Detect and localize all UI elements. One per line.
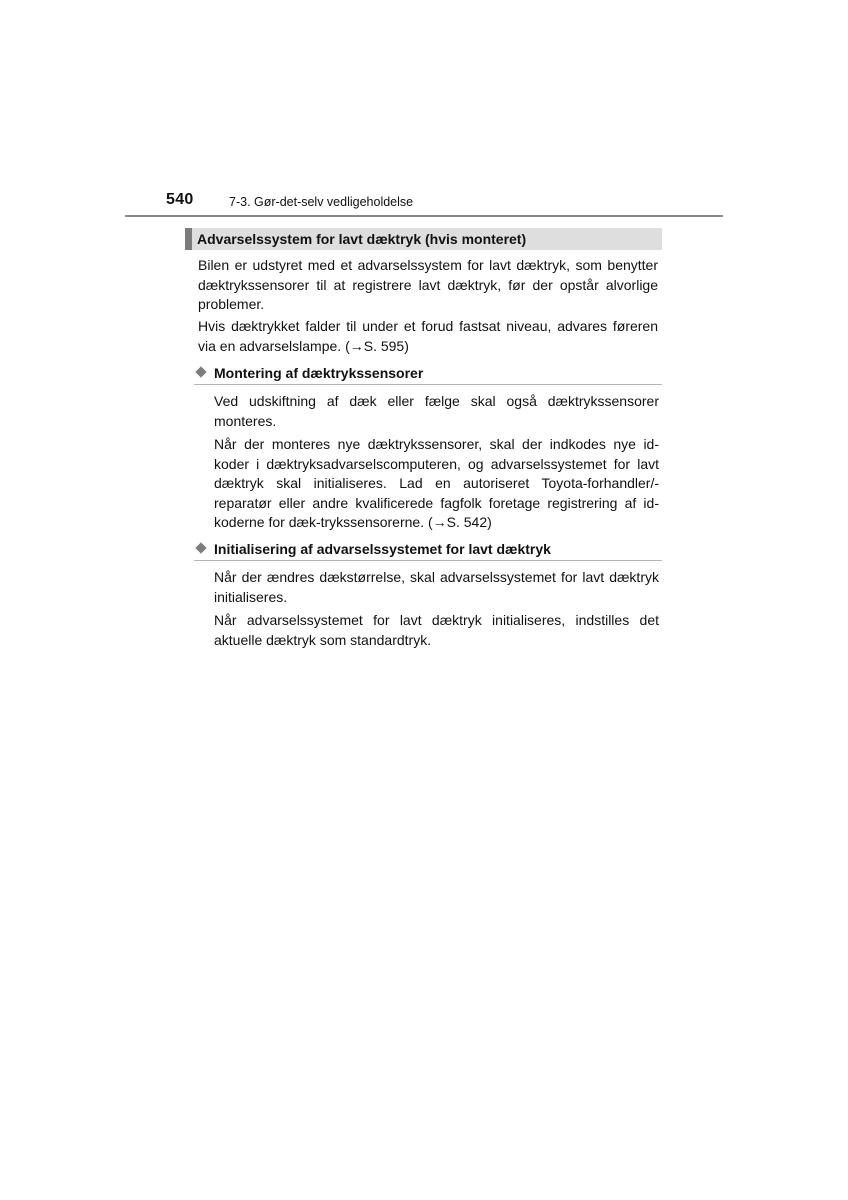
- section-heading-bar: [185, 228, 662, 250]
- chapter-title: 7-3. Gør-det-selv vedligeholdelse: [229, 195, 414, 209]
- section-title: Advarselssystem for lavt dæktryk (hvis monteret): [197, 231, 527, 247]
- montering-paragraph-1: Ved udskiftning af dæk eller fælge skal også dæktrykssensorer monteres.: [214, 393, 659, 429]
- subsection-heading-initialisering: [194, 540, 662, 561]
- section-accent-marker: [185, 228, 192, 250]
- subsection-heading-montering: [194, 364, 662, 385]
- initialisering-paragraph-1: Når der ændres dækstørrelse, skal advarselssystemet for lavt dæktryk initialiseres.: [214, 569, 659, 605]
- diamond-icon: [195, 366, 206, 377]
- header-divider: [125, 215, 723, 217]
- initialisering-paragraph-2: Når advarselssystemet for lavt dæktryk initialiseres, indstilles det aktuelle dæktryk som standardtryk.: [214, 612, 659, 648]
- diamond-icon: [195, 542, 206, 553]
- montering-paragraph-2: Når der monteres nye dæktrykssensorer, skal der indkodes nye id-koder i dæktryksadvarselscomputeren, og advarselssystemet for lavt dæktryk skal initialiseres. Lad en autoriseret Toyota-forhandler/-reparatør eller andre kvalificerede fagfolk foretage registrering af id-koderne for dæk-trykssensorerne. (→S. 542): [214, 436, 659, 530]
- page-number: 540: [166, 191, 194, 208]
- intro-paragraph-1: Bilen er udstyret med et advarselssystem for lavt dæktryk, som benytter dæktrykssensorer til at registrere lavt dæktryk, før der opstår alvorlige problemer.: [198, 257, 658, 312]
- subsection-title: Montering af dæktrykssensorer: [214, 365, 424, 381]
- intro-paragraph-2: Hvis dæktrykket falder til under et forud fastsat niveau, advares føreren via en advarselslampe. (→S. 595): [198, 318, 658, 354]
- subsection-title: Initialisering af advarselssystemet for lavt dæktryk: [214, 541, 551, 557]
